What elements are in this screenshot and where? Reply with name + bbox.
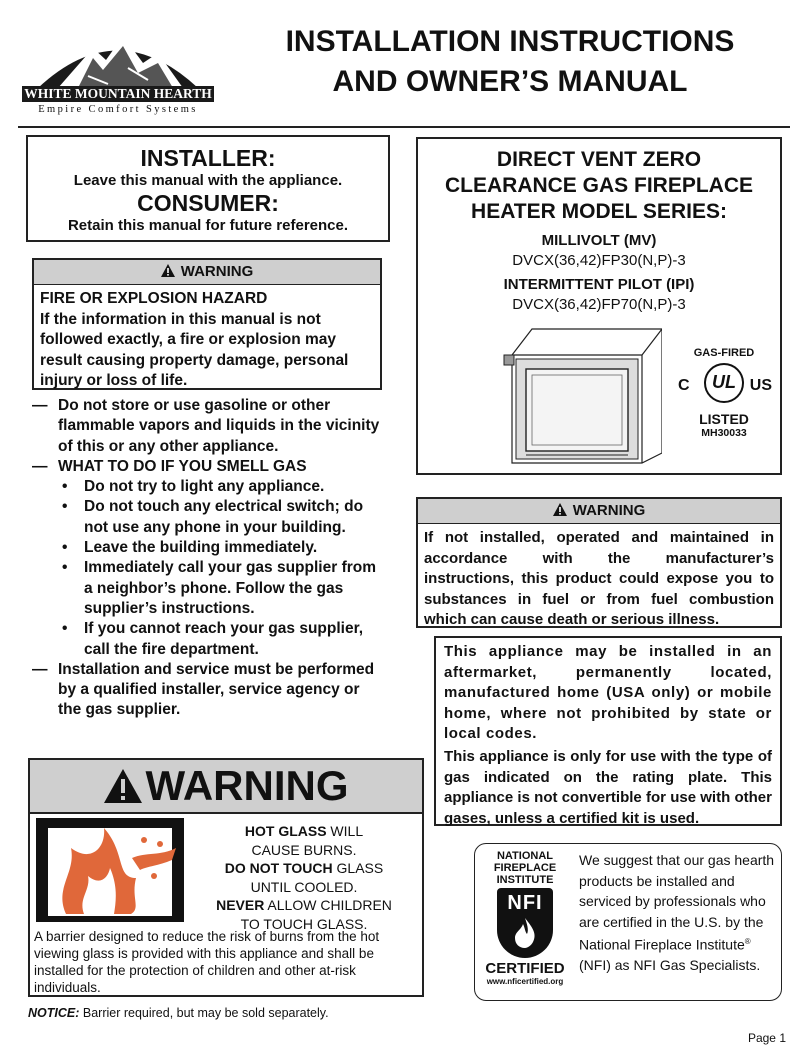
- instruction-item: — Do not store or use gasoline or other flammable vapors and liquids in the vicinity of this or any other appliance.: [32, 396, 386, 457]
- page-title: [240, 22, 780, 102]
- nfi-shield-icon: [497, 888, 553, 958]
- warning-header: [34, 260, 380, 285]
- installer-heading: INSTALLER:: [140, 145, 276, 171]
- instruction-bullet: • Do not touch any electrical switch; do not use any phone in your building.: [32, 497, 386, 538]
- fireplace-illustration: [502, 325, 662, 465]
- nfi-certification-box: [474, 843, 782, 1001]
- hazard-title: FIRE OR EXPLOSION HAZARD: [40, 290, 268, 307]
- model-title: DIRECT VENT ZERO CLEARANCE GAS FIREPLACE HEATER MODEL SERIES:: [444, 148, 754, 223]
- consumer-heading: CONSUMER:: [137, 190, 279, 216]
- instruction-bullet: • If you cannot reach your gas supplier, call the fire department.: [32, 619, 386, 660]
- hot-glass-message: [188, 822, 420, 933]
- warning-triangle-icon: [553, 503, 567, 516]
- nfi-logo-line: INSTITUTE: [496, 874, 554, 886]
- instruction-item: — Installation and service must be performed by a qualified installer, service agency or the gas supplier.: [32, 660, 386, 721]
- gas-safety-instructions: [32, 396, 386, 721]
- hot-glass-strong: DO NOT TOUCH: [224, 860, 333, 876]
- nfi-text: [579, 850, 775, 976]
- hot-glass-text: CAUSE BURNS.: [251, 841, 357, 858]
- ul-listing-mark: [676, 347, 772, 455]
- installer-text: Leave this manual with the appliance.: [73, 172, 343, 189]
- ul-gas-fired: GAS-FIRED: [693, 347, 755, 359]
- flame-icon: [513, 918, 537, 948]
- hot-glass-warning-box: [28, 758, 424, 997]
- warning-triangle-icon: [104, 769, 142, 803]
- hazard-text: If the information in this manual is not followed exactly, a fire or explosion may result causing property damage, personal injury or loss of life.: [40, 310, 349, 389]
- logo-name: WHITE MOUNTAIN HEARTH: [24, 86, 212, 101]
- hot-glass-pictogram: [36, 818, 184, 922]
- ul-number: MH30033: [701, 427, 747, 439]
- nfi-logo-line: NATIONAL: [496, 850, 553, 862]
- header-divider: [18, 126, 790, 128]
- ul-circle-icon: UL: [704, 363, 744, 403]
- ul-c: C: [678, 377, 690, 394]
- gas-type-text: This appliance is only for use with the type of gas indicated on the rating plate. This appliance is not convertible for use with other gases, unless a certified kit is used.: [444, 747, 772, 827]
- barrier-text: A barrier designed to reduce the risk of burns from the hot viewing glass is provided with this appliance and shall be installed for the protection of children and other at-risk individuals.: [34, 929, 380, 995]
- hot-glass-text: ALLOW CHILDREN: [264, 897, 392, 913]
- nfi-logo: [483, 850, 567, 994]
- hot-glass-strong: NEVER: [216, 897, 265, 913]
- prop65-text: If not installed, operated and maintained in accordance with the manufacturer’s instructions, this product could expose you to substances in fuel or from fuel combustion which can cause death or serious illness.: [424, 529, 774, 628]
- ipi-model: DVCX(36,42)FP70(N,P)-3: [512, 296, 686, 313]
- ul-listed: LISTED: [699, 411, 749, 427]
- mobile-home-box: [434, 636, 782, 826]
- logo-tagline: Empire Comfort Systems: [38, 104, 198, 115]
- notice-label: NOTICE:: [28, 1006, 80, 1020]
- hot-glass-strong: HOT GLASS: [244, 823, 327, 839]
- prop65-warning-box: [416, 497, 782, 628]
- hot-glass-text: WILL: [326, 823, 364, 839]
- ul-us: US: [749, 377, 772, 394]
- instruction-bullet: • Do not try to light any appliance.: [32, 477, 386, 497]
- warning-label: WARNING: [180, 263, 254, 280]
- millivolt-label: MILLIVOLT (MV): [541, 232, 657, 249]
- model-series-box: [416, 137, 782, 475]
- warning-label: WARNING: [572, 502, 646, 519]
- instruction-bullet: • Immediately call your gas supplier from a neighbor’s phone. Follow the gas supplier’s instructions.: [32, 558, 386, 619]
- nfi-mark: NFI: [507, 892, 543, 914]
- notice-text: Barrier required, but may be sold separately.: [79, 1006, 329, 1020]
- hot-glass-text: GLASS: [332, 860, 384, 876]
- warning-triangle-icon: [161, 264, 175, 277]
- installer-consumer-box: [26, 135, 390, 242]
- nfi-registered-mark: ®: [744, 937, 751, 946]
- nfi-logo-line: FIREPLACE: [493, 862, 557, 874]
- page-number: Page 1: [747, 1031, 786, 1045]
- hot-glass-text: UNTIL COOLED.: [250, 878, 358, 895]
- big-warning-header: [30, 760, 422, 814]
- white-mountain-hearth-logo: [18, 18, 218, 118]
- title-line-1: INSTALLATION INSTRUCTIONS: [285, 25, 735, 58]
- notice: [28, 1006, 329, 1020]
- nfi-certified-label: CERTIFIED: [485, 960, 565, 977]
- nfi-text-part: (NFI) as NFI Gas Specialists.: [579, 957, 761, 974]
- consumer-text: Retain this manual for future reference.: [67, 217, 349, 234]
- warning-header: [418, 499, 780, 524]
- ipi-label: INTERMITTENT PILOT (IPI): [503, 276, 695, 293]
- instruction-item: — WHAT TO DO IF YOU SMELL GAS: [32, 457, 386, 477]
- nfi-text-part: We suggest that our gas hearth products be installed and serviced by professionals who are certified in the U.S. by the National Fireplace Institute: [579, 852, 775, 953]
- hot-glass-text: TO TOUCH GLASS.: [240, 915, 368, 932]
- mobile-home-text: This appliance may be installed in an aftermarket, permanently located, manufactured home (USA only) or mobile home, where not prohibited by state or local codes.: [444, 643, 772, 743]
- millivolt-model: DVCX(36,42)FP30(N,P)-3: [512, 252, 686, 269]
- instruction-bullet: • Leave the building immediately.: [32, 538, 386, 558]
- big-warning-label: WARNING: [145, 762, 349, 809]
- title-line-2: AND OWNER’S MANUAL: [332, 65, 688, 98]
- fire-hazard-warning-box: [32, 258, 382, 390]
- nfi-url: www.nficertified.org: [486, 977, 564, 986]
